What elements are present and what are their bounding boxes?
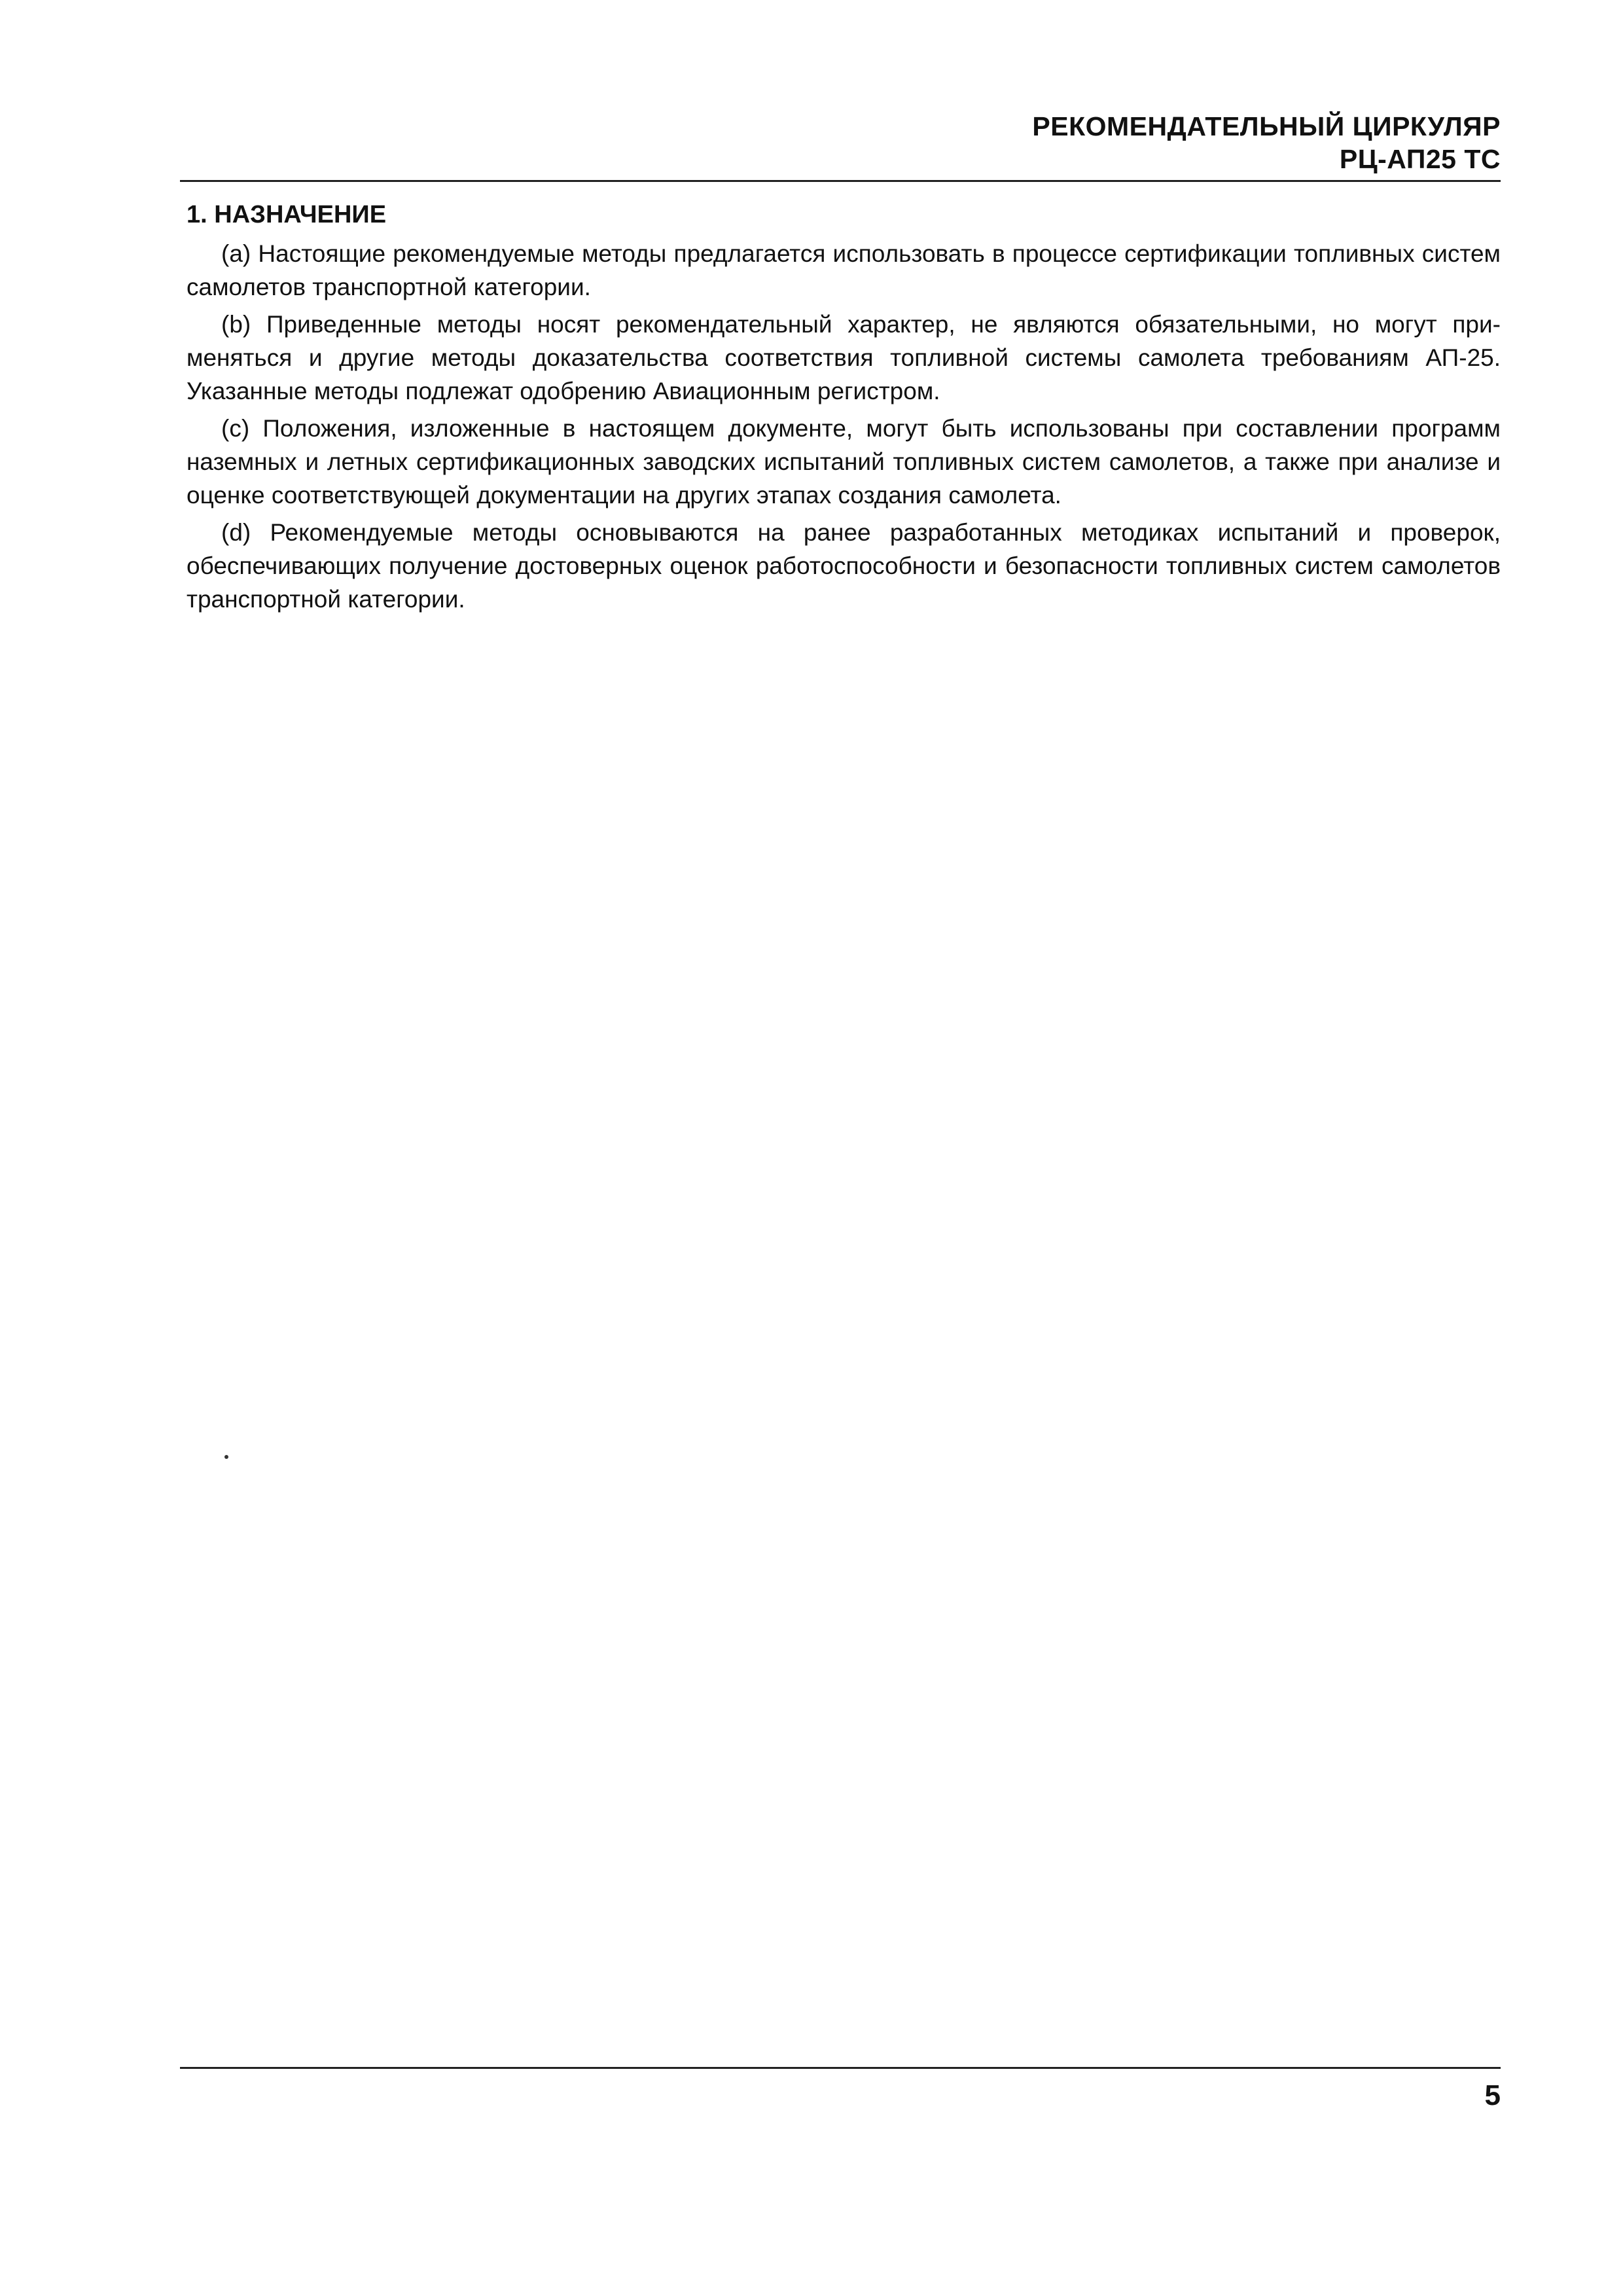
paragraph-c: (c) Положения, изложенные в настоящем документе, могут быть использованы при составлении программ наземных и летных сертификационных заводских испытаний топливных систем самолетов, а также при анализе и оценке соответствующей документации на других этапах создания самолета. — [187, 415, 1501, 509]
footer-divider — [180, 2067, 1501, 2069]
section-title: 1. НАЗНАЧЕНИЕ — [187, 201, 387, 228]
header-divider — [180, 180, 1501, 182]
paragraph-a: (a) Настоящие рекомендуемые методы предлагается использовать в процессе сертификации топливных систем самолетов транспортной категории. — [187, 240, 1501, 300]
page-header — [180, 110, 1501, 175]
page-number: 5 — [1484, 2079, 1501, 2111]
paragraph-b: (b) Приведенные методы носят рекомендательный характер, не являются обязательными, но могут применяться и другие методы доказательства соответствия топливной системы самолета требованиям АП-25. Указанные методы подлежат одобрению Авиационным регистром. — [187, 311, 1501, 404]
paragraph-d: (d) Рекомендуемые методы основываются на ранее разработанных методиках испытаний и проверок, обеспечивающих получение достоверных оценок работоспособности и безопасности топливных систем самолетов транспортной категории. — [187, 519, 1501, 613]
scan-speck — [224, 1455, 228, 1459]
main-content — [187, 196, 1501, 620]
header-document-code: РЦ-АП25 ТС — [1339, 144, 1501, 174]
header-document-type: РЕКОМЕНДАТЕЛЬНЫЙ ЦИРКУЛЯР — [1032, 111, 1501, 141]
